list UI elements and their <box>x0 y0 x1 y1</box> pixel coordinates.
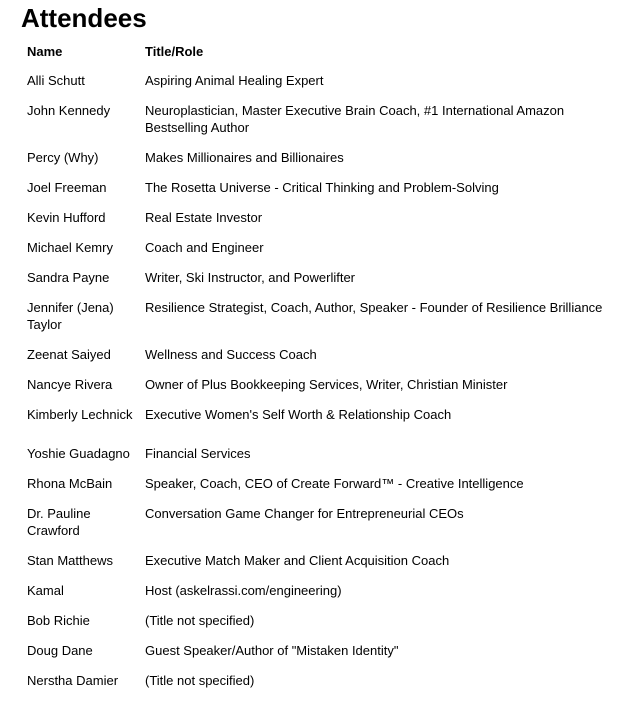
table-row <box>21 606 611 636</box>
attendee-role: Owner of Plus Bookkeeping Services, Writer, Christian Minister <box>145 377 508 392</box>
attendee-name: Jennifer (Jena) Taylor <box>27 300 114 332</box>
table-row <box>21 636 611 666</box>
attendee-role: Resilience Strategist, Coach, Author, Speaker - Founder of Resilience Brilliance <box>145 300 603 315</box>
attendee-name: Zeenat Saiyed <box>27 347 111 362</box>
attendees-table <box>21 36 611 696</box>
attendee-name: Rhona McBain <box>27 476 113 491</box>
attendee-name: Dr. Pauline Crawford <box>27 506 91 538</box>
attendee-name: Doug Dane <box>27 643 93 658</box>
attendee-role: (Title not specified) <box>145 613 255 628</box>
attendee-role: Makes Millionaires and Billionaires <box>145 150 344 165</box>
attendee-name: John Kennedy <box>27 103 111 118</box>
page-title: Attendees <box>21 3 147 33</box>
attendee-name: Nerstha Damier <box>27 673 119 688</box>
table-row <box>21 439 611 469</box>
attendee-name: Kimberly Lechnick <box>27 407 133 422</box>
attendee-name: Alli Schutt <box>27 73 85 88</box>
attendee-role: Executive Match Maker and Client Acquisition Coach <box>145 553 450 568</box>
table-row <box>21 263 611 293</box>
attendee-role: (Title not specified) <box>145 673 255 688</box>
attendee-role: Guest Speaker/Author of "Mistaken Identity" <box>145 643 399 658</box>
table-row <box>21 499 611 546</box>
attendee-role: Real Estate Investor <box>145 210 263 225</box>
attendee-name: Kamal <box>27 583 64 598</box>
attendee-role: Aspiring Animal Healing Expert <box>145 73 324 88</box>
table-row <box>21 143 611 173</box>
attendee-name: Percy (Why) <box>27 150 99 165</box>
attendee-name: Kevin Hufford <box>27 210 106 225</box>
table-row <box>21 293 611 340</box>
attendee-role: Writer, Ski Instructor, and Powerlifter <box>145 270 355 285</box>
table-row <box>21 400 611 439</box>
attendee-name: Yoshie Guadagno <box>27 446 130 461</box>
table-row <box>21 666 611 696</box>
attendee-role: Speaker, Coach, CEO of Create Forward™ - Creative Intelligence <box>145 476 524 491</box>
table-row <box>21 173 611 203</box>
column-header-role: Title/Role <box>145 44 204 59</box>
attendee-name: Sandra Payne <box>27 270 110 285</box>
table-row <box>21 203 611 233</box>
attendee-role: Coach and Engineer <box>145 240 264 255</box>
attendee-role: The Rosetta Universe - Critical Thinking and Problem-Solving <box>145 180 499 195</box>
table-row <box>21 370 611 400</box>
table-row <box>21 96 611 143</box>
attendee-role: Wellness and Success Coach <box>145 347 317 362</box>
attendee-name: Nancye Rivera <box>27 377 113 392</box>
table-row <box>21 340 611 370</box>
attendee-name: Michael Kemry <box>27 240 113 255</box>
attendee-name: Bob Richie <box>27 613 90 628</box>
table-header-row <box>21 36 611 66</box>
attendee-role: Conversation Game Changer for Entrepreneurial CEOs <box>145 506 464 521</box>
table-row <box>21 576 611 606</box>
attendee-role: Host (askelrassi.com/engineering) <box>145 583 342 598</box>
table-row <box>21 469 611 499</box>
table-row <box>21 233 611 263</box>
attendee-name: Stan Matthews <box>27 553 113 568</box>
column-header-name: Name <box>27 44 63 59</box>
attendee-role: Executive Women's Self Worth & Relationship Coach <box>145 407 452 422</box>
table-row <box>21 66 611 96</box>
attendee-role: Financial Services <box>145 446 251 461</box>
attendee-role: Neuroplastician, Master Executive Brain Coach, #1 International Amazon Bestselling Author <box>145 103 565 135</box>
attendee-name: Joel Freeman <box>27 180 107 195</box>
table-row <box>21 546 611 576</box>
